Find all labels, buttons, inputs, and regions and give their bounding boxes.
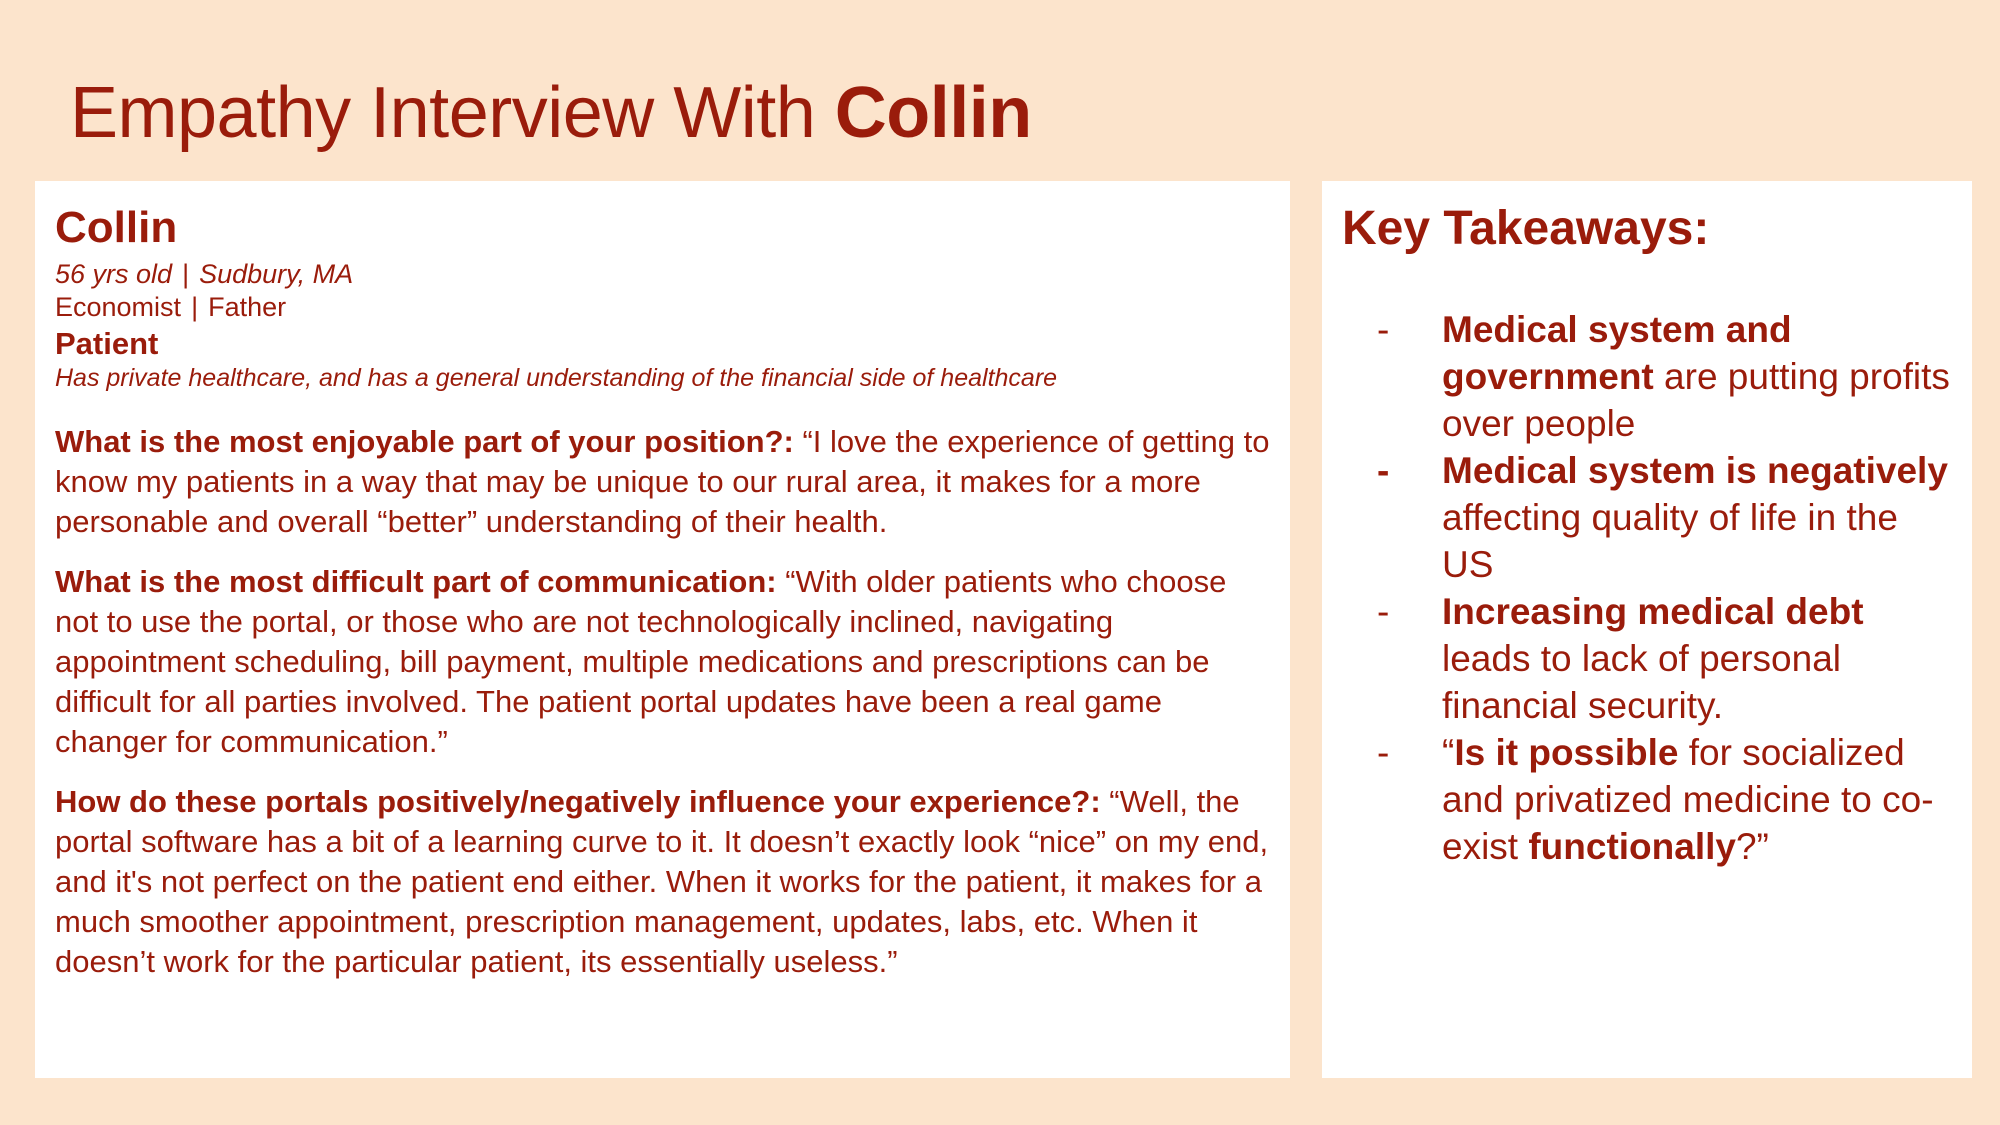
separator: |	[182, 258, 190, 289]
answer-text: “I love the experience of getting to know my patients in a way that may be unique to our rural area, it makes for a more personable and overall “better” understanding of their health.	[55, 423, 1270, 539]
page-title	[70, 72, 1032, 154]
title-name: Collin	[834, 73, 1032, 153]
takeaway-item	[1342, 588, 1952, 729]
interview-qa-3	[55, 782, 1270, 982]
interview-panel	[35, 181, 1290, 1078]
occupation-line	[55, 291, 1270, 324]
takeaway-bold: Is it possible	[1454, 731, 1679, 773]
dash-bullet: -	[1377, 449, 1390, 491]
takeaway-text: leads to lack of personal financial security.	[1442, 637, 1842, 726]
takeaway-item	[1342, 306, 1952, 447]
dash-bullet: -	[1377, 590, 1390, 632]
age-text: 56 yrs old	[55, 258, 173, 289]
answer-text: “With older patients who choose not to use the portal, or those who are not technologically inclined, navigating appointment scheduling, bill payment, multiple medications and prescriptions can be difficult for all parties involved. The patient portal updates have been a real game changer for communication.”	[55, 563, 1227, 759]
interviewee-name: Collin	[55, 203, 178, 252]
takeaway-bold: Medical system is negatively	[1442, 449, 1948, 491]
takeaway-item	[1342, 729, 1952, 870]
takeaway-item	[1342, 447, 1952, 588]
location-text: Sudbury, MA	[199, 258, 354, 289]
occupation-text: Economist	[55, 291, 182, 322]
quote-open: “	[1442, 731, 1455, 773]
family-role-text: Father	[208, 291, 287, 322]
takeaway-bold-2: functionally	[1528, 825, 1736, 867]
question-text: How do these portals positively/negatively influence your experience?:	[55, 783, 1101, 819]
takeaway-bold: Medical system and government	[1442, 308, 1792, 397]
key-takeaways-panel	[1322, 181, 1972, 1078]
dash-bullet: -	[1377, 731, 1390, 773]
question-text: What is the most enjoyable part of your position?:	[55, 423, 794, 459]
role-label: Patient	[55, 325, 159, 361]
answer-text: “Well, the portal software has a bit of a learning curve to it. It doesn’t exactly look “nice” on my end, and it's not perfect on the patient end either. When it works for the patient, it makes for a much smoother appointment, prescription management, updates, labs, etc. When it doesn’t work for the particular patient, its essentially useless.”	[55, 783, 1269, 979]
question-text: What is the most difficult part of communication:	[55, 563, 777, 599]
key-takeaways-list	[1342, 306, 1952, 870]
key-takeaways-heading: Key Takeaways:	[1342, 202, 1710, 255]
interview-qa-1	[55, 422, 1270, 542]
interview-qa-2	[55, 562, 1270, 762]
role-description: Has private healthcare, and has a general understanding of the financial side of healthcare	[55, 363, 1058, 392]
title-prefix: Empathy Interview With	[70, 73, 835, 153]
takeaway-tail: ?”	[1735, 825, 1769, 867]
age-location-line	[55, 258, 1270, 291]
takeaway-text: are putting profits over people	[1442, 355, 1950, 444]
dash-bullet: -	[1377, 308, 1390, 350]
takeaway-text: for socialized and privatized medicine to co-exist	[1442, 731, 1934, 867]
takeaway-text: affecting quality of life in the US	[1442, 496, 1898, 585]
separator: |	[191, 291, 199, 322]
takeaway-bold: Increasing medical debt	[1442, 590, 1864, 632]
